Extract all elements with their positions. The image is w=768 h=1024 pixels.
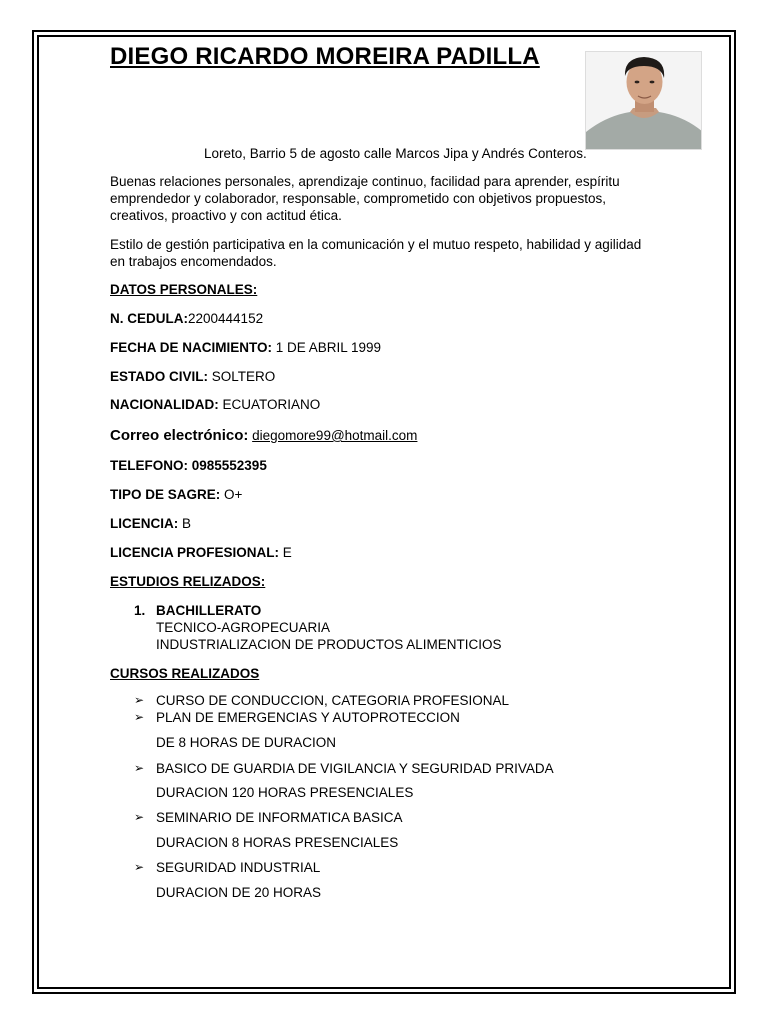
list-number: 1. <box>134 603 146 618</box>
section-heading-studies: ESTUDIOS RELIZADOS: <box>110 574 266 589</box>
field-nationality <box>110 397 320 412</box>
arrowhead-bullet-icon: ➢ <box>134 860 145 874</box>
course-detail: DURACION DE 20 HORAS <box>156 885 322 900</box>
field-value: SOLTERO <box>208 369 276 384</box>
course-item: SEGURIDAD INDUSTRIAL <box>156 860 321 875</box>
field-label: FECHA DE NACIMIENTO: <box>110 340 272 355</box>
field-blood-type <box>110 487 242 502</box>
address-line: Loreto, Barrio 5 de agosto calle Marcos Jipa y Andrés Conteros. <box>204 146 587 161</box>
portrait-image <box>586 52 702 150</box>
profile-paragraph: Estilo de gestión participativa en la comunicación y el mutuo respeto, habilidad y agilidad en trabajos encomendados. <box>110 237 642 269</box>
arrowhead-bullet-icon: ➢ <box>134 710 145 724</box>
field-label: N. CEDULA: <box>110 311 188 326</box>
profile-paragraph: Buenas relaciones personales, aprendizaje continuo, facilidad para aprender, espíritu emprendedor y colaborador, responsable, comprometido con objetivos propuestos, creativos, proactivo y con actitud ética. <box>110 174 620 223</box>
course-detail: DURACION 120 HORAS PRESENCIALES <box>156 785 414 800</box>
field-value: B <box>178 516 192 531</box>
field-phone: TELEFONO: 0985552395 <box>110 458 267 473</box>
arrowhead-bullet-icon: ➢ <box>134 810 145 824</box>
email-link[interactable]: diegomore99@hotmail.com <box>252 428 418 443</box>
profile-photo <box>585 51 702 150</box>
course-detail: DE 8 HORAS DE DURACION <box>156 735 337 750</box>
study-detail: INDUSTRIALIZACION DE PRODUCTOS ALIMENTICIOS <box>156 637 502 652</box>
arrowhead-bullet-icon: ➢ <box>134 693 145 707</box>
field-value: O+ <box>220 487 243 502</box>
field-value: ECUATORIANO <box>218 397 321 412</box>
field-birth-date <box>110 340 381 355</box>
study-title: BACHILLERATO <box>156 603 262 618</box>
field-cedula <box>110 311 263 326</box>
cv-name-title: DIEGO RICARDO MOREIRA PADILLA <box>110 43 540 70</box>
course-item: PLAN DE EMERGENCIAS Y AUTOPROTECCION <box>156 710 460 725</box>
field-professional-license <box>110 545 292 560</box>
field-label: TIPO DE SAGRE: <box>110 487 221 502</box>
section-heading-courses: CURSOS REALIZADOS <box>110 666 260 681</box>
course-item: SEMINARIO DE INFORMATICA BASICA <box>156 810 403 825</box>
arrowhead-bullet-icon: ➢ <box>134 761 145 775</box>
course-item: BASICO DE GUARDIA DE VIGILANCIA Y SEGURIDAD PRIVADA <box>156 761 554 776</box>
section-heading-personal: DATOS PERSONALES: <box>110 282 258 297</box>
course-item: CURSO DE CONDUCCION, CATEGORIA PROFESIONAL <box>156 693 510 708</box>
field-label: LICENCIA PROFESIONAL: <box>110 545 280 560</box>
field-value: E <box>279 545 292 560</box>
field-license <box>110 516 191 531</box>
study-detail: TECNICO-AGROPECUARIA <box>156 620 331 635</box>
field-label: LICENCIA: <box>110 516 179 531</box>
field-label: Correo electrónico: <box>110 427 249 444</box>
course-detail: DURACION 8 HORAS PRESENCIALES <box>156 835 399 850</box>
field-civil-status <box>110 369 275 384</box>
field-value: 2200444152 <box>188 311 264 326</box>
field-email <box>110 427 417 444</box>
field-label: NACIONALIDAD: <box>110 397 219 412</box>
field-label: ESTADO CIVIL: <box>110 369 209 384</box>
field-value: 1 DE ABRIL 1999 <box>272 340 382 355</box>
